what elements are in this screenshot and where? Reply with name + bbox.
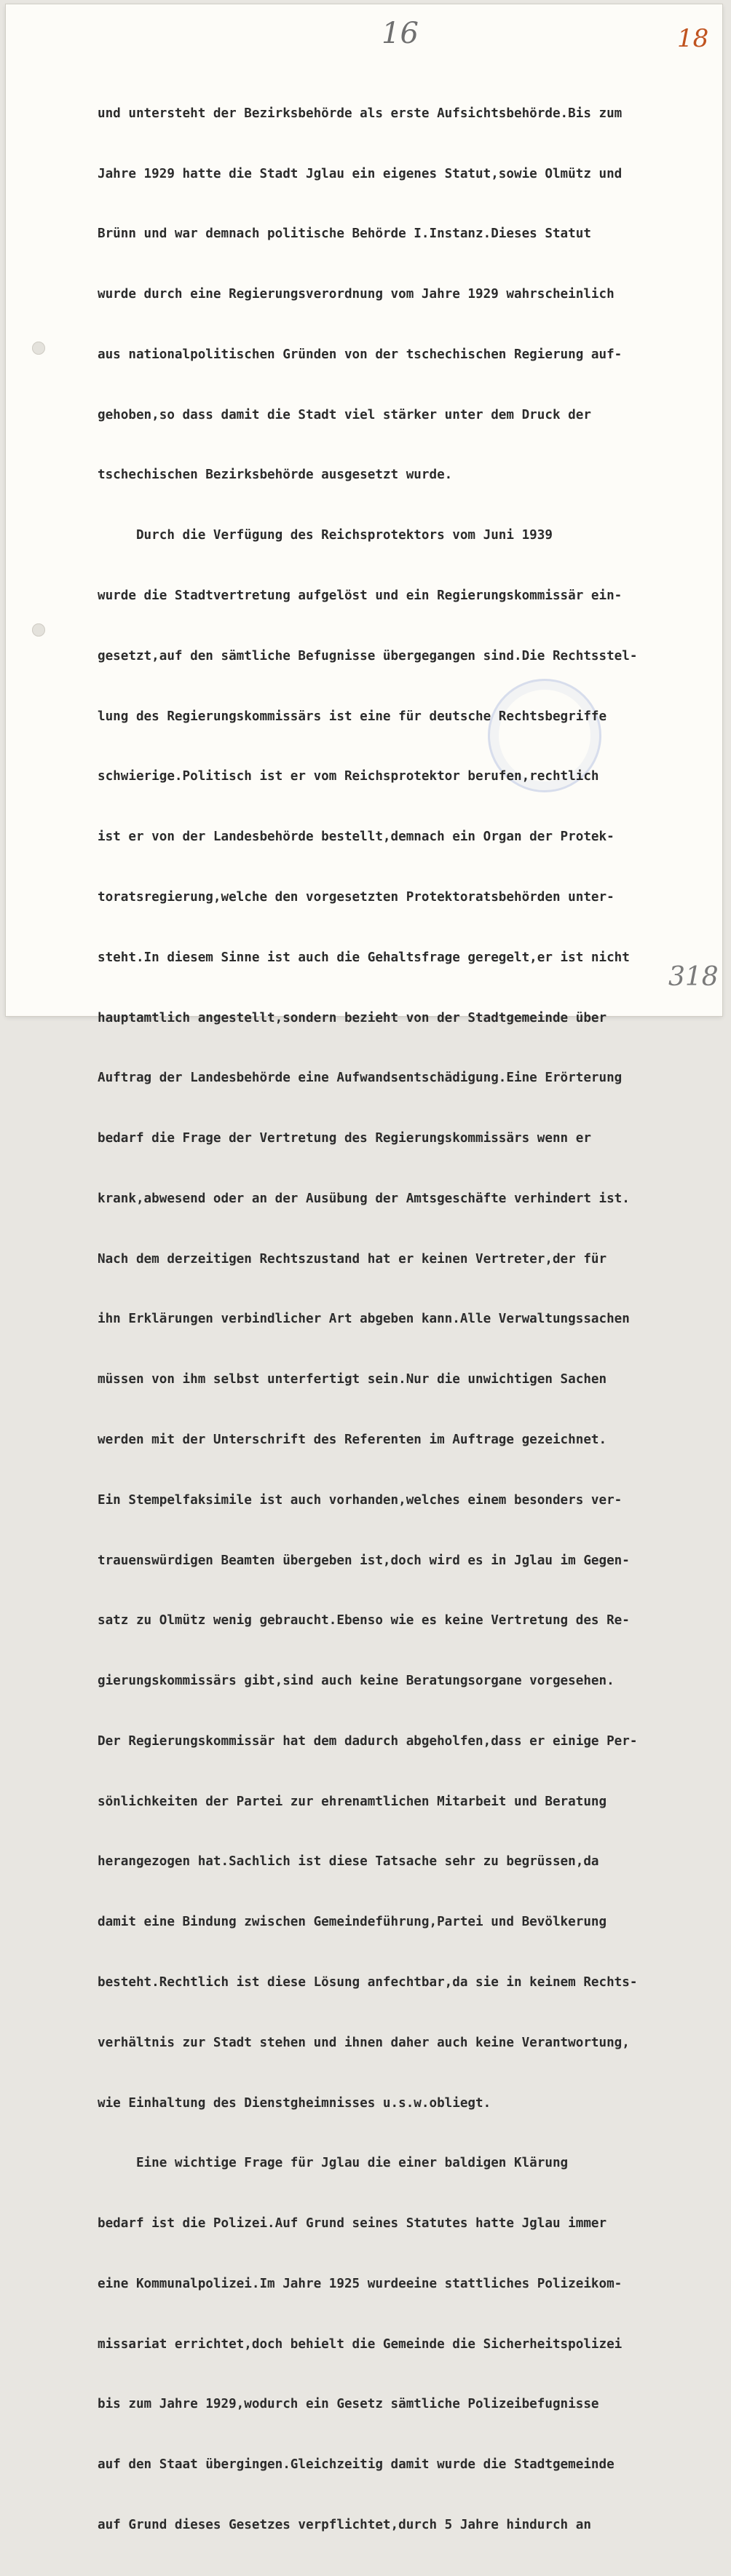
text-line: sönlichkeiten der Partei zur ehrenamtlichen Mitarbeit und Beratung — [98, 1794, 607, 1809]
text-line: werden mit der Unterschrift des Referenten im Auftrage gezeichnet. — [98, 1432, 607, 1447]
text-line: und untersteht der Bezirksbehörde als erste Aufsichtsbehörde.Bis zum — [98, 106, 623, 121]
punch-hole-bottom — [32, 623, 45, 637]
text-line: gehoben,so dass damit die Stadt viel stärker unter dem Druck der — [98, 407, 591, 422]
text-line: steht.In diesem Sinne ist auch die Gehaltsfrage geregelt,er ist nicht — [98, 950, 630, 965]
text-line: Jahre 1929 hatte die Stadt Jglau ein eigenes Statut,sowie Olmütz und — [98, 166, 623, 181]
text-line: bedarf die Frage der Vertretung des Regierungskommissärs wenn er — [98, 1131, 591, 1146]
text-line: wie Einhaltung des Dienstgheimnisses u.s.w.obliegt. — [98, 2095, 491, 2111]
text-line: toratsregierung,welche den vorgesetzten Protektoratsbehörden unter- — [98, 889, 615, 905]
text-line: tschechischen Bezirksbehörde ausgesetzt wurde. — [98, 468, 453, 483]
text-line: krank,abwesend oder an der Ausübung der Amtsgeschäfte verhindert ist. — [98, 1191, 630, 1206]
text-line: Eine wichtige Frage für Jglau die einer baldigen Klärung — [98, 2156, 569, 2171]
text-line: ist er von der Landesbehörde bestellt,demnach ein Organ der Protek- — [98, 830, 615, 845]
text-line: lung des Regierungskommissärs ist eine für deutsche Rechtsbegriffe — [98, 709, 607, 724]
document-page — [6, 4, 722, 2533]
text-line: gesetzt,auf den sämtliche Befugnisse übergegangen sind.Die Rechtsstel- — [98, 648, 638, 663]
text-line: Der Regierungskommissär hat dem dadurch abgeholfen,dass er einige Per- — [98, 1733, 638, 1749]
text-line: hauptamtlich angestellt,sondern bezieht von der Stadtgemeinde über — [98, 1010, 607, 1025]
text-line: gierungskommissärs gibt,sind auch keine Beratungsorgane vorgesehen. — [98, 1674, 615, 1689]
text-line: schwierige.Politisch ist er vom Reichsprotektor berufen,rechtlich — [98, 769, 599, 784]
text-line: damit eine Bindung zwischen Gemeindeführung,Partei und Bevölkerung — [98, 1915, 607, 1930]
text-line: Ein Stempelfaksimile ist auch vorhanden,welches einem besonders ver- — [98, 1492, 623, 1508]
text-line: wurde durch eine Regierungsverordnung vom Jahre 1929 wahrscheinlich — [98, 287, 615, 302]
text-line: wurde die Stadtvertretung aufgelöst und ein Regierungskommissär ein- — [98, 588, 623, 604]
text-line: verhältnis zur Stadt stehen und ihnen daher auch keine Verantwortung, — [98, 2035, 630, 2050]
text-line: ihn Erklärungen verbindlicher Art abgeben kann.Alle Verwaltungssachen — [98, 1312, 630, 1327]
text-line: bedarf ist die Polizei.Auf Grund seines Statutes hatte Jglau immer — [98, 2216, 607, 2232]
text-line: satz zu Olmütz wenig gebraucht.Ebenso wie es keine Vertretung des Re- — [98, 1613, 630, 1628]
text-line: Auftrag der Landesbehörde eine Aufwandsentschädigung.Eine Erörterung — [98, 1071, 623, 1086]
text-line: auf den Staat übergingen.Gleichzeitig damit wurde die Stadtgemeinde — [98, 2457, 615, 2473]
typewritten-body-text — [98, 66, 731, 2576]
handwritten-page-number-right: 18 — [677, 24, 709, 53]
punch-hole-top — [32, 342, 45, 355]
text-line: besteht.Rechtlich ist diese Lösung anfechtbar,da sie in keinem Rechts- — [98, 1975, 638, 1990]
handwritten-page-number-bottom: 318 — [668, 962, 719, 992]
text-line: missariat errichtet,doch behielt die Gemeinde die Sicherheitspolizei — [98, 2336, 623, 2352]
handwritten-page-number-top: 16 — [382, 17, 419, 50]
text-line: herangezogen hat.Sachlich ist diese Tatsache sehr zu begrüssen,da — [98, 1854, 599, 1870]
text-line: trauenswürdigen Beamten übergeben ist,doch wird es in Jglau im Gegen- — [98, 1553, 630, 1568]
text-line: eine Kommunalpolizei.Im Jahre 1925 wurdeeine stattliches Polizeikom- — [98, 2276, 623, 2291]
text-line: aus nationalpolitischen Gründen von der tschechischen Regierung auf- — [98, 347, 623, 362]
text-line: bis zum Jahre 1929,wodurch ein Gesetz sämtliche Polizeibefugnisse — [98, 2397, 599, 2412]
text-line: Nach dem derzeitigen Rechtszustand hat er keinen Vertreter,der für — [98, 1251, 607, 1267]
text-line: Brünn und war demnach politische Behörde I.Instanz.Dieses Statut — [98, 227, 591, 242]
text-line: müssen von ihm selbst unterfertigt sein.Nur die unwichtigen Sachen — [98, 1372, 607, 1387]
text-line: auf Grund dieses Gesetzes verpflichtet,durch 5 Jahre hindurch an — [98, 2518, 591, 2533]
text-line: Durch die Verfügung des Reichsprotektors vom Juni 1939 — [98, 528, 553, 543]
